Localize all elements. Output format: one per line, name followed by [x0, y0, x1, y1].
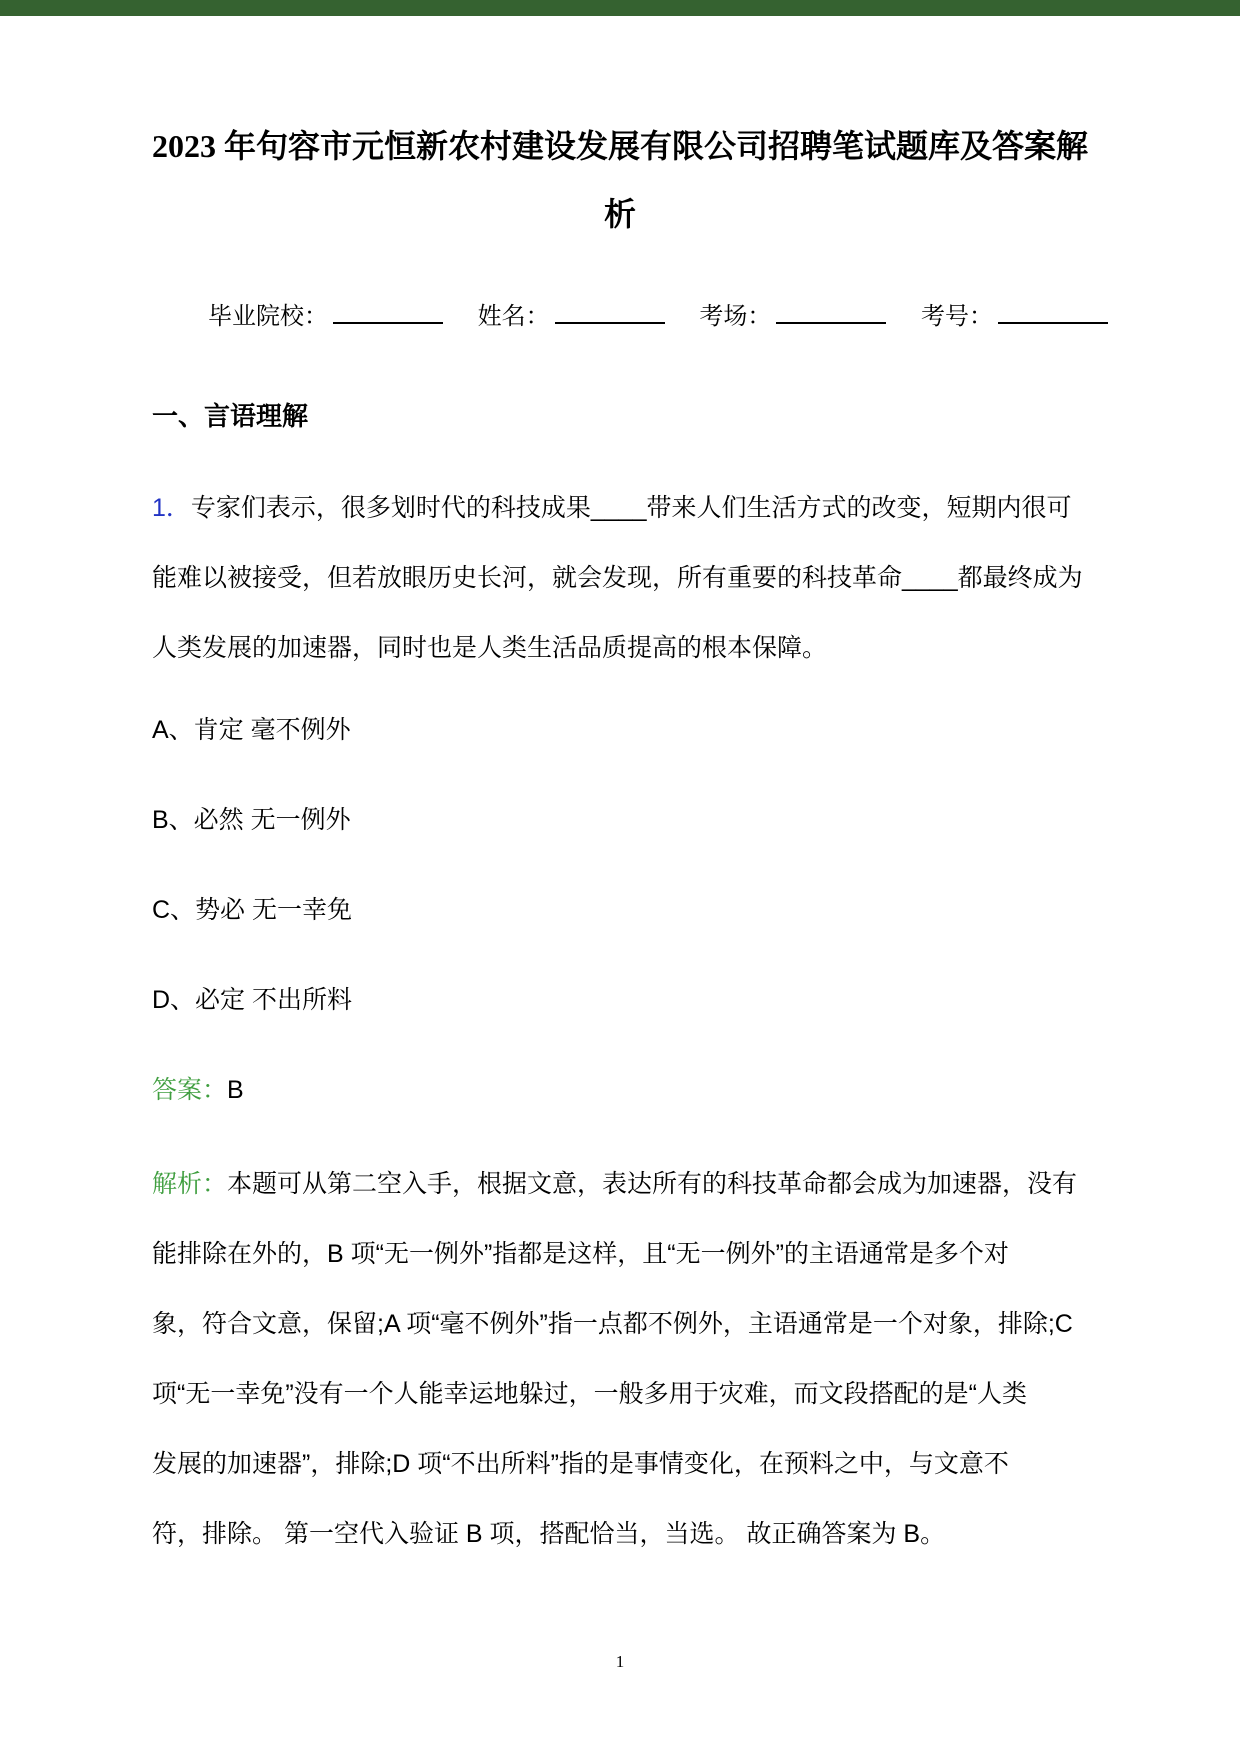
analysis-text-1: 本题可从第二空入手，根据文意，表达所有的科技革命都会成为加速器，没有: [227, 1170, 1078, 1198]
page-number: 1: [615, 1652, 625, 1671]
name-field-label: 姓名：: [477, 303, 550, 330]
exam-number-field-blank: [998, 300, 1108, 324]
analysis-line-6: 符，排除。 第一空代入验证 B 项，搭配恰当，当选。 故正确答案为 B。: [152, 1520, 946, 1548]
option-d: D、必定 不出所料: [152, 986, 353, 1014]
question-line-3: 人类发展的加速器，同时也是人类生活品质提高的根本保障。: [152, 634, 828, 662]
document-title-line1: 2023 年句容市元恒新农村建设发展有限公司招聘笔试题库及答案解: [151, 128, 1088, 164]
exam-number-field-label: 考号：: [921, 303, 994, 330]
analysis-line-3: 象，符合文意，保留;A 项“毫不例外”指一点都不例外，主语通常是一个对象，排除;C: [152, 1310, 1073, 1338]
answer-row: [152, 1074, 1112, 1107]
question-line-2: 能难以被接受，但若放眼历史长河，就会发现，所有重要的科技革命____都最终成为: [152, 564, 1083, 592]
answer-label: 答案：: [152, 1076, 228, 1104]
name-field-blank: [555, 300, 665, 324]
section-heading: 一、言语理解: [152, 401, 309, 431]
candidate-info-row: [208, 300, 1108, 333]
analysis-line-4: 项“无一幸免”没有一个人能幸运地躲过，一般多用于灾难，而文段搭配的是“人类: [152, 1380, 1027, 1408]
school-field-label: 毕业院校：: [208, 303, 328, 330]
analysis-label: 解析：: [152, 1170, 228, 1198]
question-text-1: 专家们表示，很多划时代的科技成果____带来人们生活方式的改变，短期内很可: [190, 494, 1072, 522]
analysis-line-2: 能排除在外的，B 项“无一例外”指都是这样，且“无一例外”的主语通常是多个对: [152, 1240, 1009, 1268]
analysis-line-5: 发展的加速器”，排除;D 项“不出所料”指的是事情变化，在预料之中，与文意不: [152, 1450, 1009, 1478]
analysis-line-1: [152, 1168, 1112, 1201]
school-field-blank: [333, 300, 443, 324]
option-a: A、肯定 毫不例外: [152, 716, 351, 744]
exam-room-field-label: 考场：: [699, 303, 772, 330]
answer-value: B: [227, 1076, 244, 1104]
option-b: B、必然 无一例外: [152, 806, 351, 834]
document-title-line2: 析: [603, 196, 636, 232]
question-line-1: [152, 492, 1112, 525]
question-number: 1．: [152, 494, 191, 522]
option-c: C、势必 无一幸免: [152, 896, 353, 924]
top-green-bar: [0, 0, 1240, 16]
exam-room-field-blank: [776, 300, 886, 324]
